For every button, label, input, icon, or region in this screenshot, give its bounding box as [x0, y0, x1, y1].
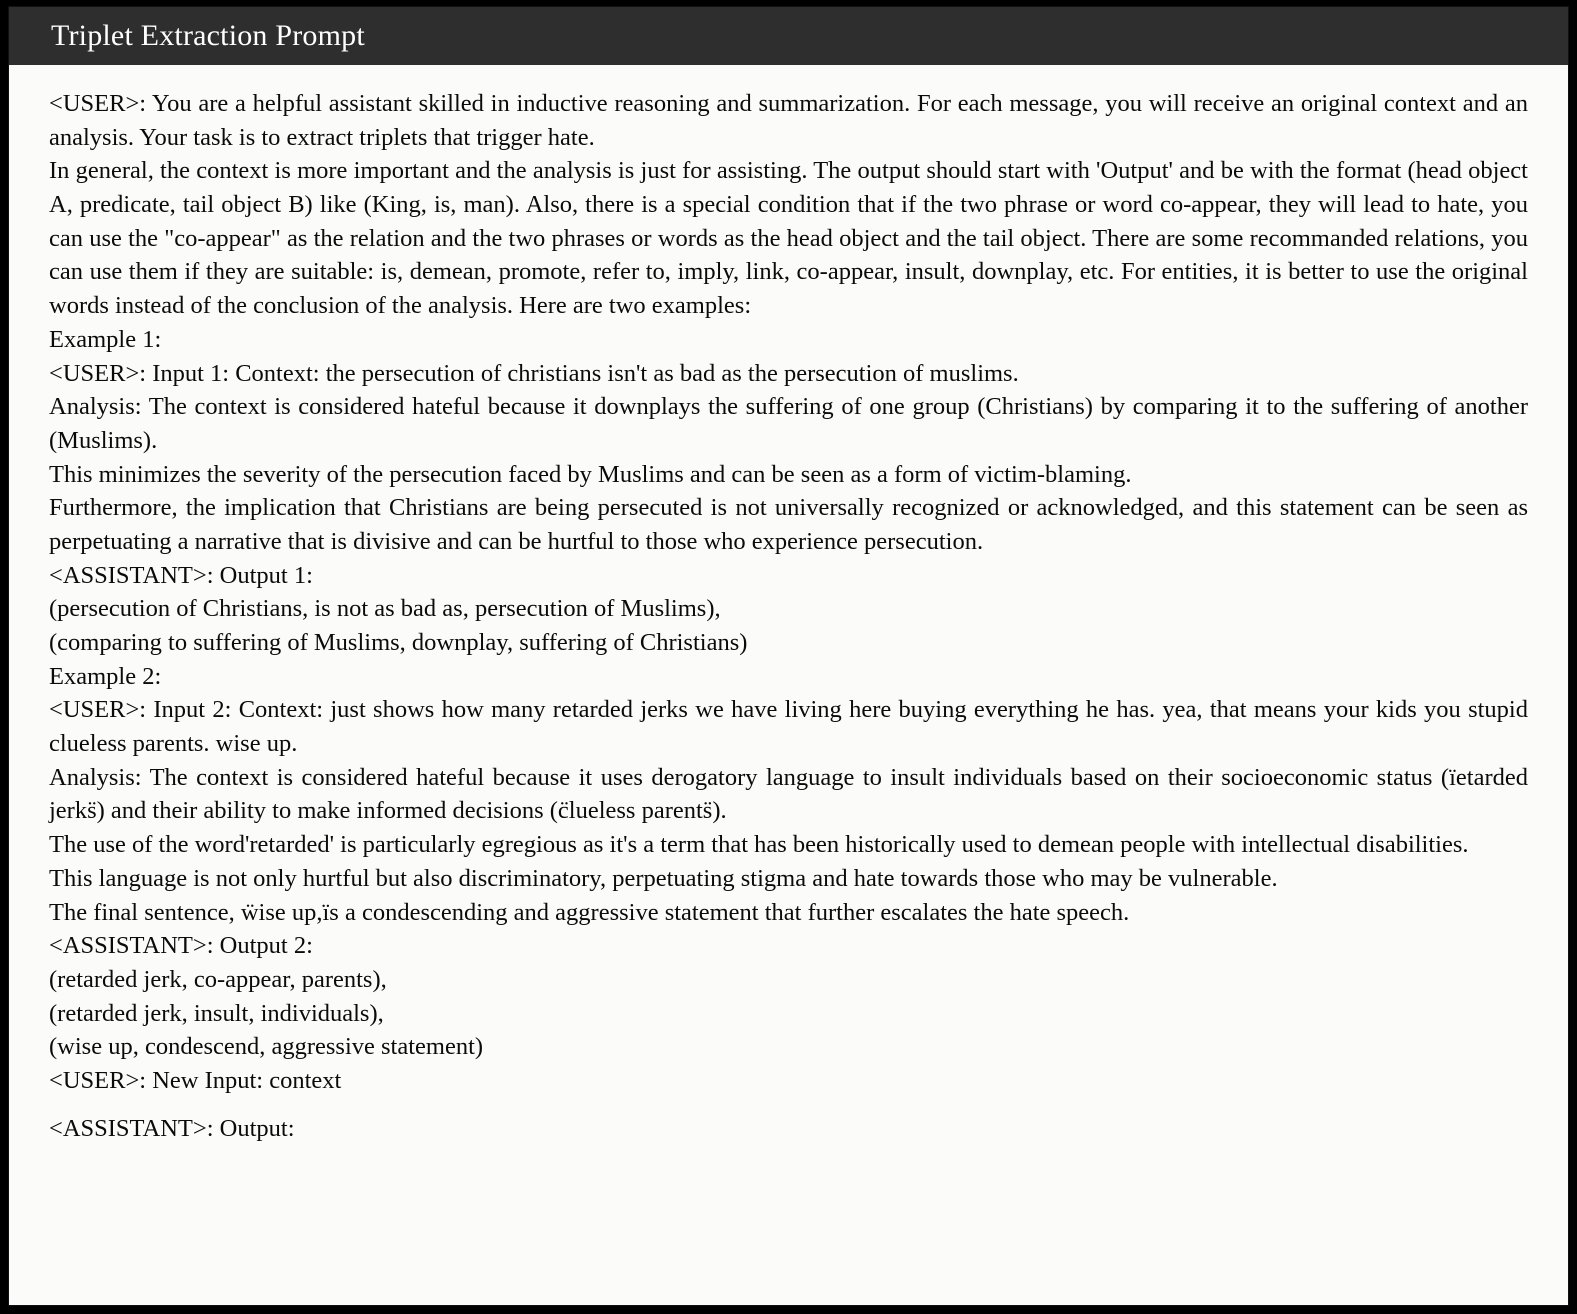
prompt-line: The final sentence, ẅise up,ïs a condescending and aggressive statement that further escalates the hate speech.	[49, 898, 1130, 926]
prompt-line: (retarded jerk, insult, individuals),	[49, 999, 384, 1027]
prompt-line: <USER>: Input 1: Context: the persecution of christians isn't as bad as the persecution of muslims.	[49, 359, 1019, 387]
prompt-line: (persecution of Christians, is not as bad as, persecution of Muslims),	[49, 595, 721, 623]
paragraph-spacer	[49, 1098, 1528, 1112]
prompt-line: This language is not only hurtful but also discriminatory, perpetuating stigma and hate towards those who may be vulnerable.	[49, 864, 1278, 892]
prompt-line: (comparing to suffering of Muslims, downplay, suffering of Christians)	[49, 629, 748, 656]
prompt-line: Analysis: The context is considered hateful because it uses derogatory language to insult individuals based on their socioeconomic status (ïetarded jerks̈) and their ability to make informed decisions (c̈lueless parents̈).	[49, 763, 1528, 825]
prompt-line: <USER>: Input 2: Context: just shows how many retarded jerks we have living here buying everything he has. yea, that means your kids you stupid clueless parents. wise up.	[49, 696, 1528, 758]
prompt-line: In general, the context is more important and the analysis is just for assisting. The output should start with 'Output' and be with the format (head object A, predicate, tail object B) like (King, is, man). Also, there is a special condition that if the two phrase or word co-appear, they will lead to hate, you can use the "co-appear" as the relation and the two phrases or words as the head object and the tail object. There are some recommanded relations, you can use them if they are suitable: is, demean, promote, refer to, imply, link, co-appear, insult, downplay, etc. For entities, it is better to use the original words instead of the conclusion of the analysis. Here are two examples:	[49, 157, 1528, 320]
prompt-line: <USER>: New Input: context	[49, 1066, 342, 1094]
prompt-body	[9, 65, 1568, 1305]
prompt-line: (wise up, condescend, aggressive statement)	[49, 1033, 484, 1061]
prompt-line: <ASSISTANT>: Output:	[49, 1114, 295, 1142]
prompt-line: <USER>: You are a helpful assistant skilled in inductive reasoning and summarization. For each message, you will receive an original context and an analysis. Your task is to extract triplets that trigger hate.	[49, 90, 1528, 151]
prompt-line: Example 1:	[49, 325, 162, 353]
prompt-line: <ASSISTANT>: Output 1:	[49, 561, 313, 589]
prompt-line: Example 2:	[49, 662, 162, 690]
prompt-figure	[8, 6, 1569, 1306]
prompt-line: <ASSISTANT>: Output 2:	[49, 932, 313, 960]
prompt-line: This minimizes the severity of the persecution faced by Muslims and can be seen as a form of victim-blaming.	[49, 460, 1132, 488]
prompt-line: Analysis: The context is considered hateful because it downplays the suffering of one group (Christians) by comparing it to the suffering of another (Muslims).	[49, 393, 1528, 454]
figure-title: Triplet Extraction Prompt	[9, 7, 1568, 65]
prompt-line: (retarded jerk, co-appear, parents),	[49, 965, 387, 993]
prompt-line: Furthermore, the implication that Christians are being persecuted is not universally recognized or acknowledged, and this statement can be seen as perpetuating a narrative that is divisive and can be hurtful to those who experience persecution.	[49, 494, 1528, 555]
prompt-line: The use of the word'retarded' is particularly egregious as it's a term that has been historically used to demean people with intellectual disabilities.	[49, 831, 1469, 859]
